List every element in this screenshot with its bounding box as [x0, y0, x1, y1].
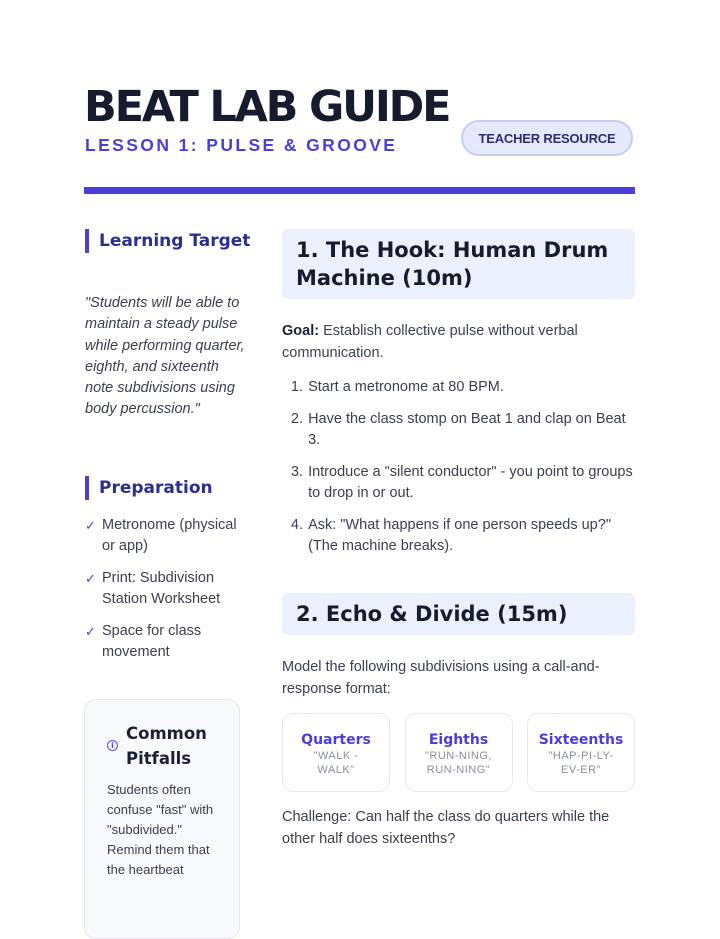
- lesson-subtitle: LESSON 1: PULSE & GROOVE: [85, 135, 398, 155]
- step-number: 3.: [290, 464, 303, 480]
- check-icon: ✓: [85, 519, 96, 534]
- card-title: Sixteenths: [538, 732, 624, 748]
- subdivision-card-quarters: [282, 713, 390, 792]
- card-syllables: "WALK - WALK": [313, 750, 359, 776]
- card-title: Quarters: [301, 732, 371, 748]
- step-text: Introduce a "silent conductor" - you point to groups to drop in or out.: [308, 464, 633, 501]
- preparation-item: [85, 515, 245, 557]
- teacher-resource-badge: TEACHER RESOURCE: [461, 120, 633, 156]
- section-2-intro: Model the following subdivisions using a call-and-response format:: [282, 659, 600, 697]
- subdivision-card-eighths: [405, 713, 513, 792]
- preparation-item-label: Print: Subdivision Station Worksheet: [102, 570, 221, 607]
- step-number: 2.: [290, 411, 303, 427]
- goal-text: Establish collective pulse without verbal communication.: [282, 323, 578, 361]
- section-1-steps: [282, 377, 635, 568]
- step-text: Start a metronome at 80 BPM.: [308, 379, 504, 395]
- preparation-item: [85, 621, 245, 663]
- learning-target-heading: Learning Target: [85, 229, 250, 253]
- preparation-heading: Preparation: [85, 476, 213, 500]
- preparation-item-label: Space for class movement: [102, 623, 202, 660]
- step-item: [282, 462, 635, 504]
- subdivision-cards: [282, 713, 635, 792]
- common-pitfalls-card: [84, 699, 240, 939]
- learning-target-quote: "Students will be able to maintain a steady pulse while performing quarter, eighth, and sixteenth note subdivisions using body percussion.": [85, 295, 245, 418]
- step-number: 4.: [290, 517, 303, 533]
- info-icon: i: [107, 740, 118, 751]
- check-icon: ✓: [85, 572, 96, 587]
- card-title: Eighths: [428, 732, 489, 748]
- card-syllables: "HAP-PI-LY-EV-ER": [548, 750, 614, 776]
- section-1-goal: [282, 321, 635, 364]
- pitfalls-title: Common Pitfalls: [126, 724, 207, 768]
- check-icon: ✓: [85, 625, 96, 640]
- card-syllables: "RUN-NING, RUN-NING": [425, 750, 492, 776]
- step-text: Have the class stomp on Beat 1 and clap on Beat 3.: [308, 411, 626, 448]
- goal-label: Goal:: [282, 323, 320, 339]
- step-item: [282, 515, 635, 557]
- pitfalls-text: Students often confuse "fast" with "subdivided." Remind them that the heartbeat: [107, 782, 214, 877]
- section-2-challenge: Challenge: Can half the class do quarters while the other half does sixteenths?: [282, 809, 610, 847]
- step-number: 1.: [290, 379, 303, 395]
- section-2-heading: 2. Echo & Divide (15m): [282, 593, 635, 635]
- step-item: [282, 377, 635, 398]
- preparation-item: [85, 568, 245, 610]
- subdivision-card-sixteenths: [527, 713, 635, 792]
- page-title: BEAT LAB GUIDE: [84, 82, 450, 132]
- section-1-heading: 1. The Hook: Human Drum Machine (10m): [282, 229, 635, 299]
- preparation-item-label: Metronome (physical or app): [102, 517, 237, 554]
- step-item: [282, 409, 635, 451]
- step-text: Ask: "What happens if one person speeds up?" (The machine breaks).: [308, 517, 611, 554]
- preparation-list: [85, 515, 245, 674]
- header-divider: [84, 187, 635, 194]
